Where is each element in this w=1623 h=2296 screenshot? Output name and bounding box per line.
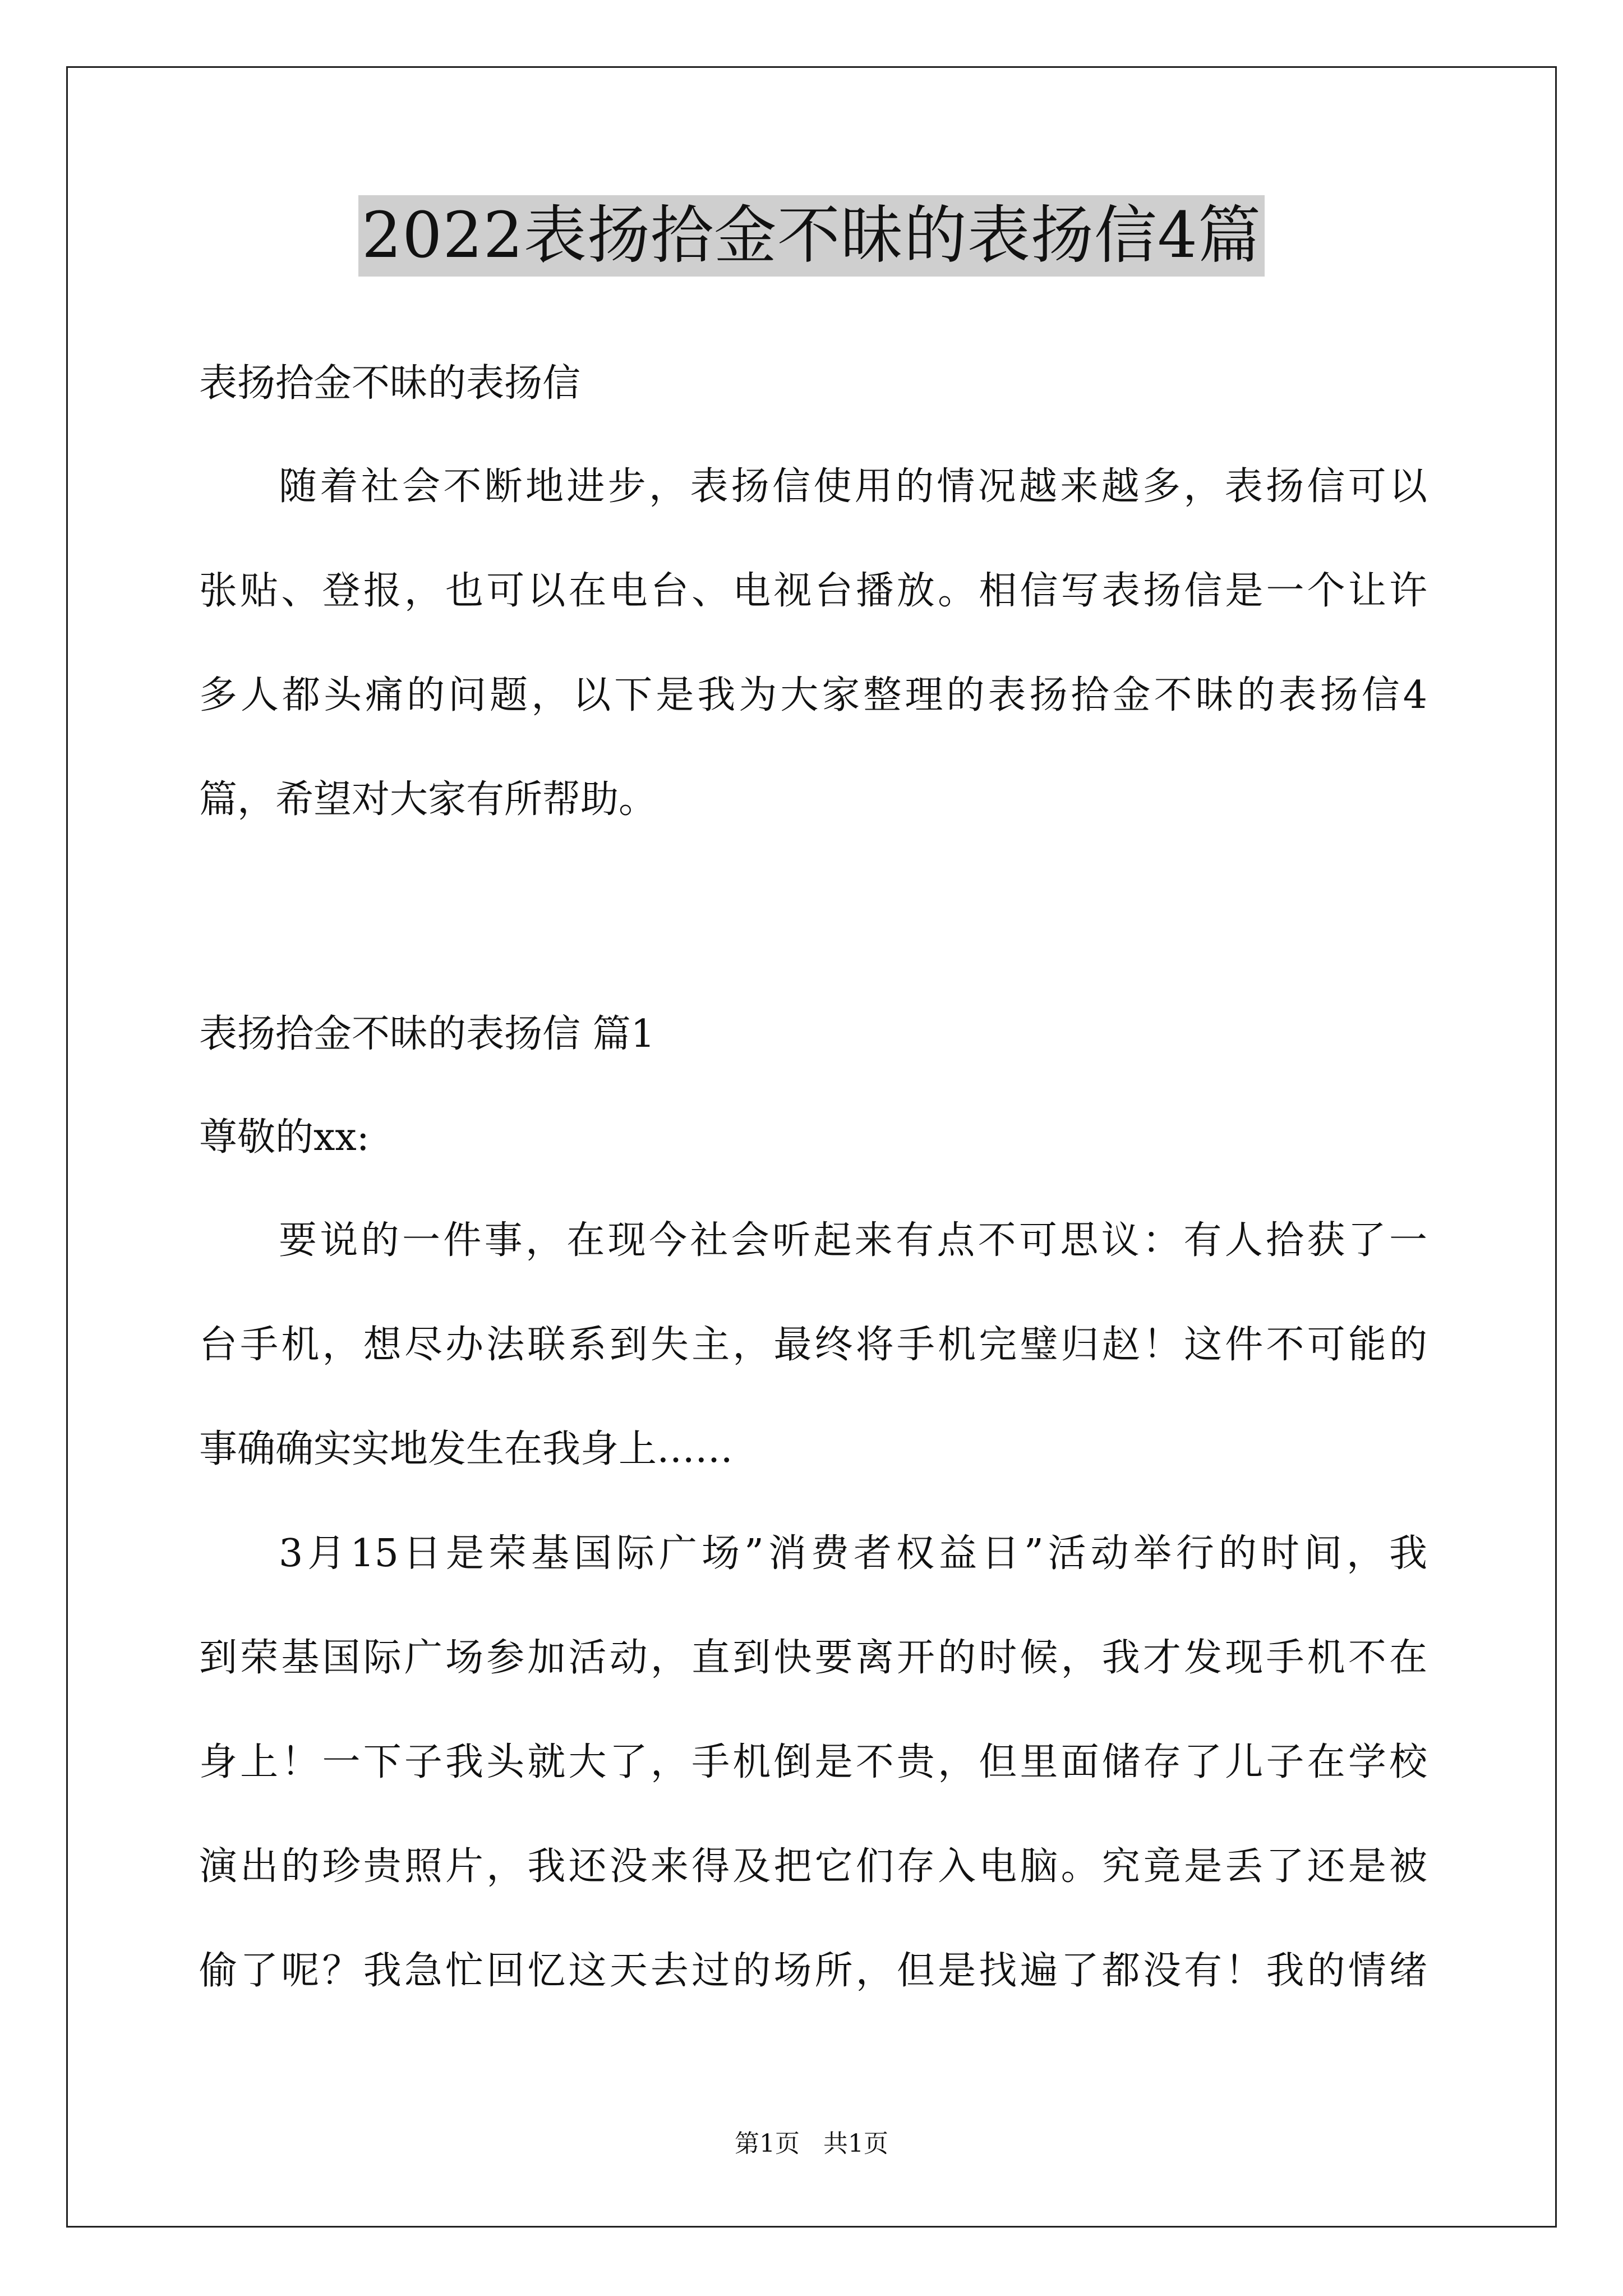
para1-line-3: 事确确实实地发生在我身上……	[199, 1427, 734, 1471]
intro-heading: 表扬拾金不昧的表扬信	[199, 361, 581, 406]
para1-line-2: 台手机，想尽办法联系到失主，最终将手机完璧归赵！这件不可能的	[199, 1323, 1427, 1367]
section-heading: 表扬拾金不昧的表扬信 篇1	[199, 1012, 655, 1056]
para1-line-1: 要说的一件事，在现今社会听起来有点不可思议：有人拾获了一	[279, 1218, 1427, 1263]
page-total: 共1页	[823, 2129, 888, 2158]
intro-line-1: 随着社会不断地进步，表扬信使用的情况越来越多，表扬信可以	[279, 464, 1427, 509]
para2-line-3: 身上！一下子我头就大了，手机倒是不贵，但里面储存了儿子在学校	[199, 1740, 1427, 1784]
para2-line-2: 到荣基国际广场参加活动，直到快要离开的时候，我才发现手机不在	[199, 1636, 1427, 1680]
intro-line-3: 多人都头痛的问题，以下是我为大家整理的表扬拾金不昧的表扬信4	[199, 673, 1427, 717]
title-container	[0, 195, 1623, 277]
salutation: 尊敬的xx:	[199, 1115, 370, 1159]
para2-line-1: 3月15日是荣基国际广场”消费者权益日”活动举行的时间，我	[279, 1531, 1427, 1576]
para2-line-5: 偷了呢？我急忙回忆这天去过的场所，但是找遍了都没有！我的情绪	[199, 1949, 1427, 1993]
intro-line-2: 张贴、登报，也可以在电台、电视台播放。相信写表扬信是一个让许	[199, 569, 1427, 613]
page-footer	[0, 2127, 1623, 2161]
document-title: 2022表扬拾金不昧的表扬信4篇	[358, 195, 1265, 277]
intro-line-4: 篇，希望对大家有所帮助。	[199, 777, 657, 822]
para2-line-4: 演出的珍贵照片，我还没来得及把它们存入电脑。究竟是丢了还是被	[199, 1844, 1427, 1889]
page-number: 第1页	[735, 2129, 800, 2158]
